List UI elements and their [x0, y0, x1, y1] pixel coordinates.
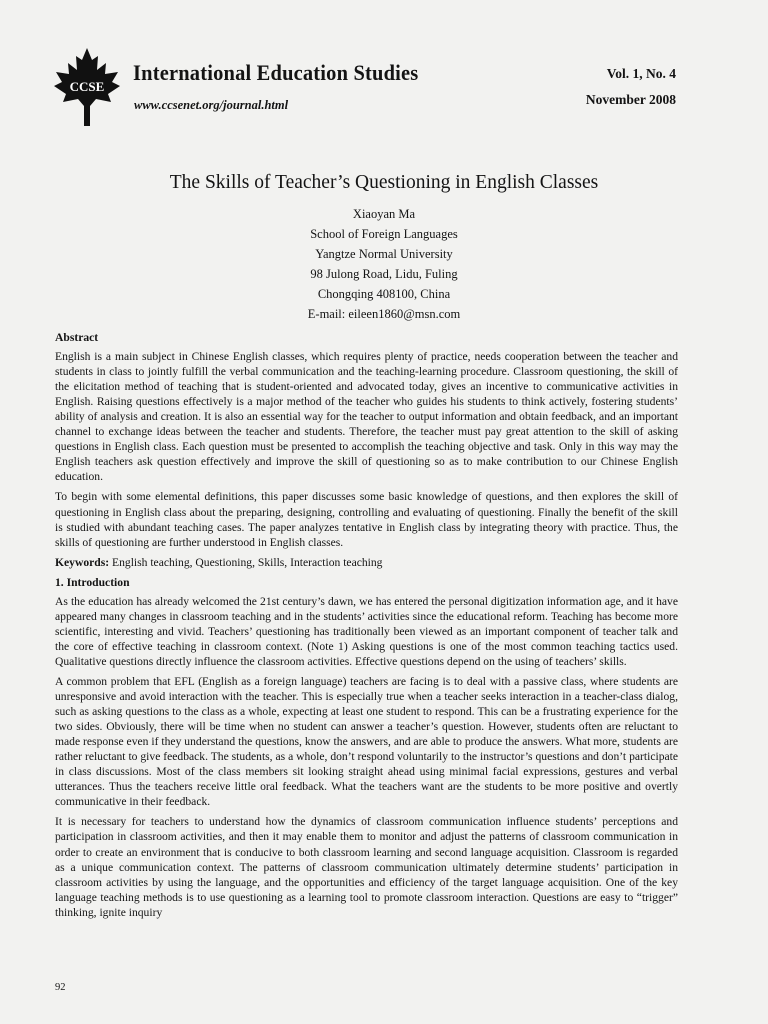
author-email: E-mail: eileen1860@msn.com: [307, 307, 461, 321]
keywords-label: Keywords:: [55, 555, 110, 569]
volume-info: Vol. 1, No. 4: [606, 66, 676, 81]
keywords-text: English teaching, Questioning, Skills, Interaction teaching: [112, 555, 383, 569]
affiliation-line: 98 Julong Road, Lidu, Fuling: [310, 267, 458, 281]
introduction-heading: 1. Introduction: [55, 575, 130, 589]
title-block: [0, 172, 768, 324]
ccse-maple-leaf-logo: [52, 46, 122, 128]
affiliation-line: Chongqing 408100, China: [317, 287, 451, 301]
issue-date: November 2008: [585, 92, 676, 107]
abstract-paragraph: To begin with some elemental definitions, this paper discusses some basic knowledge of questions, and then explores the skill of questioning in English class about the preparing, designing, controlling and evaluating of questioning. Finally the benefit of the skill is studied with abundant teaching cases. The paper analyzes tentative in English class by integrating theory with practice. Thus, the skills of questioning are further understood in English classes.: [55, 490, 678, 549]
introduction-paragraph: As the education has already welcomed the 21st century’s dawn, we has entered the personal digitization information age, and it have appeared many changes in classroom teaching and in the students’ activities since the educational reform. Teaching has become more scientific, interesting and vivid. Teachers’ questioning has traditionally been viewed as an important component of teacher talk and the core of effective teaching in classroom context. (Note 1) Asking questions is one of the most common teaching tactics used. Qualitative questions directly influence the classroom activities. Effective questions depend on the using of teachers’ skills.: [55, 594, 678, 668]
paper-body: [55, 330, 678, 925]
paper-title: The Skills of Teacher’s Questioning in English Classes: [169, 172, 599, 193]
keywords: [55, 555, 678, 570]
introduction-paragraph: It is necessary for teachers to understand how the dynamics of classroom communication influence students’ perceptions and participation in classroom activities, and then it may enable them to monitor and adjust the patterns of classroom communication in order to create an environment that is conducive to both classroom learning and second language acquisition. Classroom is regarded as a unique communication context. The patterns of classroom communication ultimately determine students’ participation in classroom activities by using the language, and the opportunities and efficiency of the target language acquisition. One of the key language teaching methods is to use questioning as a learning tool to promote classroom interaction. Questions are easy to “trigger” thinking, ignite inquiry: [55, 815, 678, 919]
author-name: Xiaoyan Ma: [352, 207, 416, 221]
logo-text: CCSE: [69, 79, 105, 94]
affiliation-line: Yangtze Normal University: [315, 247, 453, 261]
abstract-heading: Abstract: [55, 331, 99, 344]
introduction-paragraph: A common problem that EFL (English as a foreign language) teachers are facing is to deal with a passive class, where students are unresponsive and avoid interaction with the teacher. This is especially true when a teacher seeks interaction in a teacher-class dialog, such as asking questions to the class as a whole, expecting at least one student to respond. This can be a frustrating experience for the two sides. Obviously, there will be time when no student can answer a teacher’s question. However, students often are reluctant to made response even if they understand the questions, know the answers, and are able to produce the answers. What more, students are rather reluctant to give feedback. The students, as a whole, don’t respond voluntarily to the instructor’s questions and don’t participate in class discussions. Most of the class members sit looking straight ahead using minimal facial expressions, gestures and verbal utterances. Thus the teachers receive little oral feedback. What the teachers want are the students to be more positive and overtly communicative in their feedback.: [55, 674, 678, 809]
journal-url: www.ccsenet.org/journal.html: [134, 98, 289, 112]
page-number: 92: [55, 982, 66, 993]
abstract-paragraph: English is a main subject in Chinese English classes, which requires plenty of practice, needs cooperation between the teacher and students in class to jointly fulfill the verbal communication and the teaching-learning procedure. Classroom questioning, the skill of the elicitation method of teaching that is student-oriented and advocated today, gives an incentive to communicative activities in English. Raising questions effectively is a major method of the teacher who guides his students to think actively, fostering students’ ability of analysis and creation. It is also an essential way for the teacher to output information and obtain feedback, and an important channel to exchange ideas between the teacher and students. Therefore, the teacher must pay great attention to the skill of asking questions in English class. Each question must be presented to accomplish the teaching objective and task. Only in this way may the English teachers ask question effectively and improve the skill of questioning so as to make contribution to our Chinese English education.: [55, 350, 678, 484]
journal-header: [0, 0, 768, 140]
journal-name: International Education Studies: [133, 60, 419, 85]
affiliation-line: School of Foreign Languages: [310, 227, 458, 241]
